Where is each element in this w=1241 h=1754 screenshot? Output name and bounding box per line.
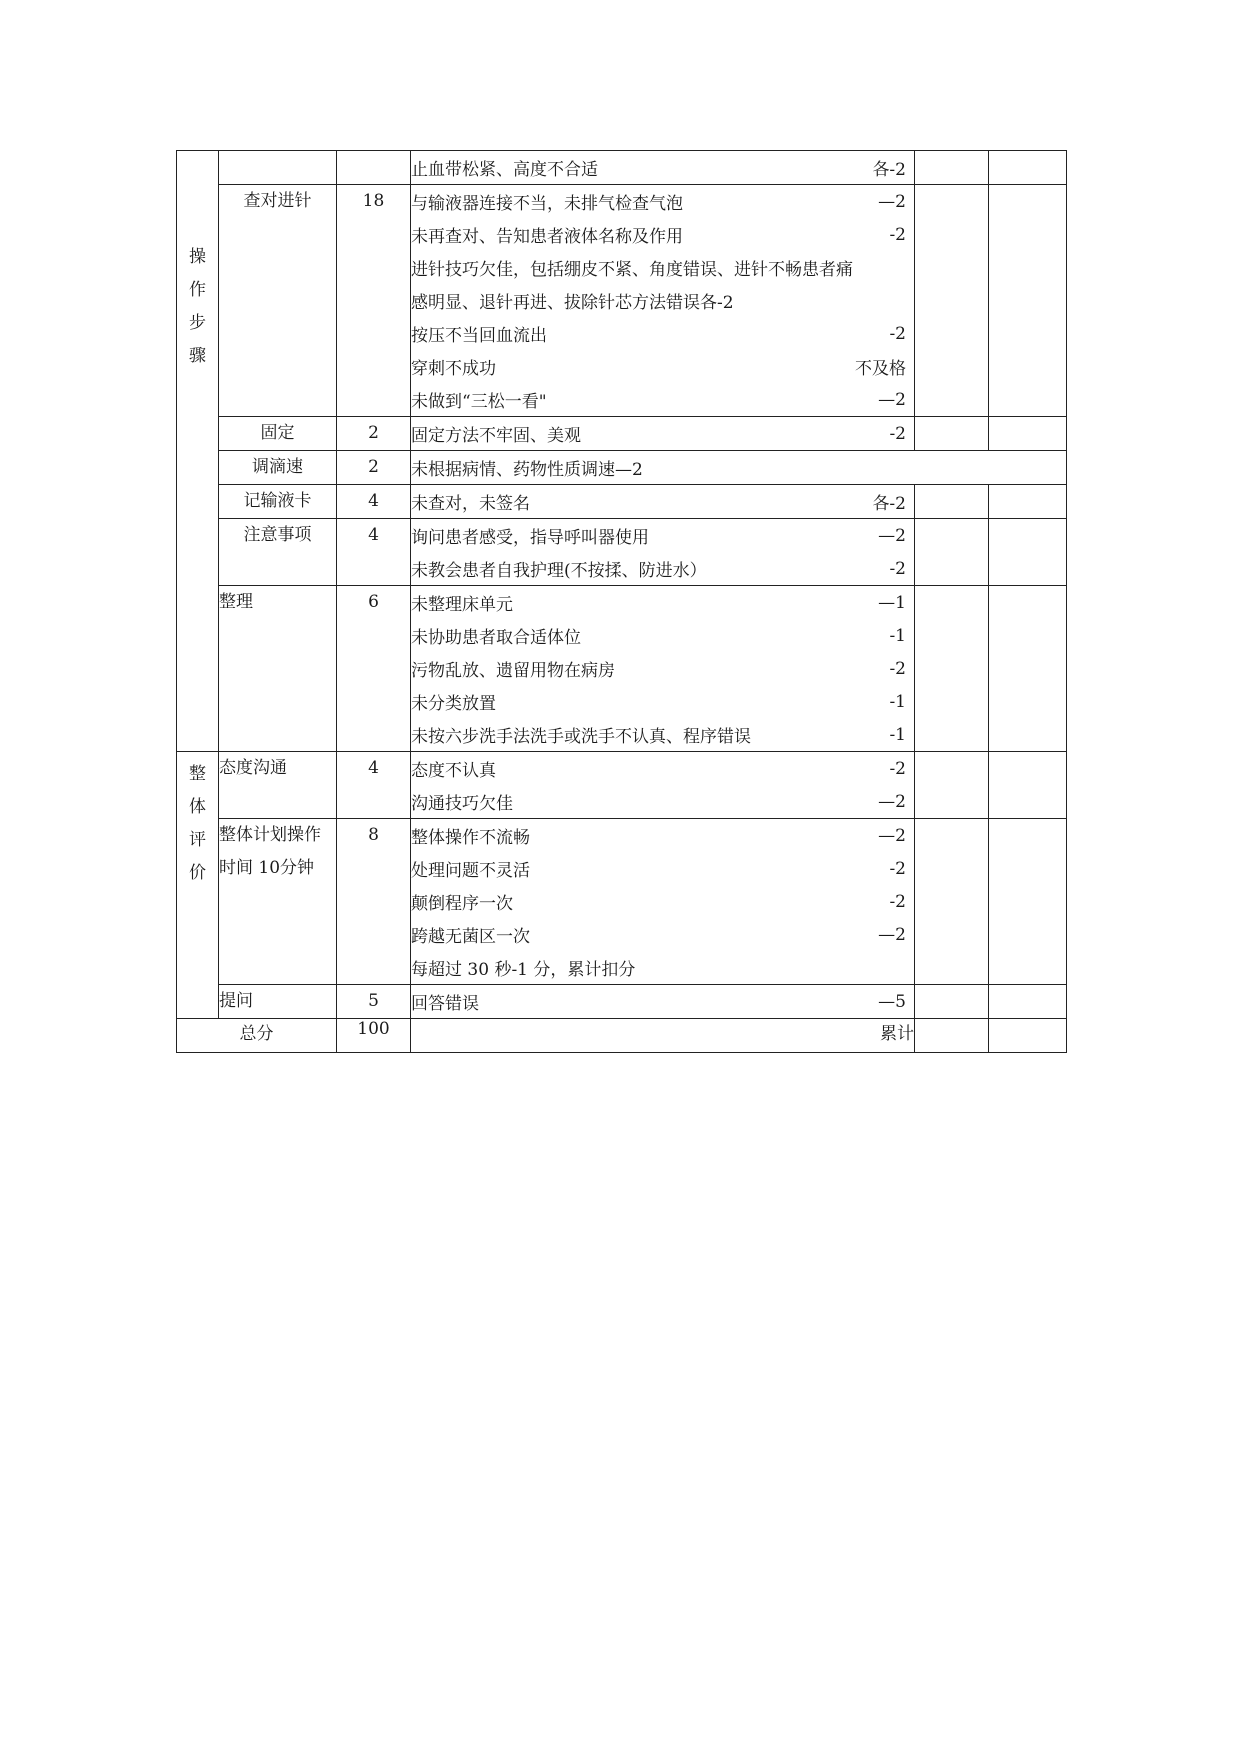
table-row <box>177 519 1067 586</box>
remark-blank <box>989 819 1067 985</box>
criteria-line <box>411 284 914 317</box>
criteria-line <box>411 519 914 552</box>
deduction: -1 <box>889 625 906 646</box>
remark-blank <box>989 586 1067 752</box>
criteria-cell <box>411 485 915 519</box>
remark-blank <box>989 417 1067 451</box>
criteria-line <box>411 885 914 918</box>
remark-blank <box>989 485 1067 519</box>
remark-blank <box>989 519 1067 586</box>
criteria-line <box>411 417 914 450</box>
deduction: —2 <box>878 389 906 410</box>
criteria-text: 未按六步洗手法洗手或洗手不认真、程序错误 <box>411 727 751 747</box>
item-cell: 整理 <box>219 586 337 752</box>
criteria-line <box>411 752 914 785</box>
criteria-text: 按压不当回血流出 <box>411 326 547 346</box>
criteria-text: 每超过 30 秒-1 分，累计扣分 <box>411 960 636 980</box>
table-row <box>177 819 1067 985</box>
item-cell: 整体计划操作时间 10分钟 <box>219 819 337 985</box>
deduction: -2 <box>889 558 906 579</box>
score-cell: 2 <box>337 417 411 451</box>
criteria-line <box>411 350 914 383</box>
criteria-line <box>411 852 914 885</box>
criteria-line <box>411 718 914 751</box>
score-cell: 6 <box>337 586 411 752</box>
criteria-text: 未分类放置 <box>411 694 496 714</box>
criteria-text: 沟通技巧欠佳 <box>411 794 513 814</box>
deduction: —2 <box>878 791 906 812</box>
deduction: -1 <box>889 691 906 712</box>
scoring-sheet <box>176 150 1066 1053</box>
deduction: -2 <box>889 323 906 344</box>
section-cell-evaluation <box>177 752 219 1019</box>
deduction: -2 <box>889 891 906 912</box>
criteria-text: 污物乱放、遗留用物在病房 <box>411 661 615 681</box>
criteria-text: 未做到“三松一看" <box>411 392 547 412</box>
deduction: -2 <box>889 658 906 679</box>
deduction: —2 <box>878 525 906 546</box>
criteria-cell <box>411 985 915 1019</box>
score-blank <box>915 519 989 586</box>
section-label: 操 作 步 骤 <box>189 247 206 366</box>
criteria-text: 回答错误 <box>411 994 479 1014</box>
criteria-cell <box>411 519 915 586</box>
score-cell: 4 <box>337 485 411 519</box>
criteria-cell <box>411 417 915 451</box>
deduction: 不及格 <box>855 359 906 379</box>
criteria-line <box>411 485 914 518</box>
criteria-line <box>411 985 914 1018</box>
scoring-table <box>176 150 1067 1053</box>
criteria-text: 穿刺不成功 <box>411 359 496 379</box>
criteria-line <box>411 586 914 619</box>
deduction: 各-2 <box>872 494 906 514</box>
score-cell: 18 <box>337 185 411 417</box>
criteria-text: 感明显、退针再进、拔除针芯方法错误各-2 <box>411 293 734 313</box>
item-cell: 提问 <box>219 985 337 1019</box>
criteria-text: 进针技巧欠佳，包括绷皮不紧、角度错误、进针不畅患者痛 <box>411 260 853 280</box>
criteria-text: 未整理床单元 <box>411 595 513 615</box>
table-row <box>177 985 1067 1019</box>
item-cell: 记输液卡 <box>219 485 337 519</box>
deduction: —5 <box>878 991 906 1012</box>
criteria-text: 未协助患者取合适体位 <box>411 628 581 648</box>
remark-blank <box>989 185 1067 417</box>
score-blank <box>915 417 989 451</box>
criteria-text: 未再查对、告知患者液体名称及作用 <box>411 227 683 247</box>
deduction: —2 <box>878 924 906 945</box>
criteria-line <box>411 383 914 416</box>
section-cell-operation <box>177 151 219 752</box>
item-cell: 固定 <box>219 417 337 451</box>
item-cell: 查对进针 <box>219 185 337 417</box>
total-note: 累计 <box>411 1019 915 1053</box>
criteria-line <box>411 785 914 818</box>
table-row <box>177 151 1067 185</box>
table-row <box>177 185 1067 417</box>
total-label: 总分 <box>177 1019 337 1053</box>
criteria-text: 颠倒程序一次 <box>411 894 513 914</box>
deduction: —2 <box>878 191 906 212</box>
deduction: —2 <box>878 825 906 846</box>
score-cell: 5 <box>337 985 411 1019</box>
criteria-line <box>411 951 914 984</box>
criteria-cell <box>411 185 915 417</box>
criteria-line <box>411 451 1066 484</box>
table-row <box>177 485 1067 519</box>
score-blank <box>915 485 989 519</box>
criteria-text: 未查对，未签名 <box>411 494 530 514</box>
score-blank <box>915 819 989 985</box>
criteria-text: 固定方法不牢固、美观 <box>411 426 581 446</box>
remark-blank <box>989 1019 1067 1053</box>
total-row <box>177 1019 1067 1053</box>
score-blank <box>915 151 989 185</box>
criteria-line <box>411 251 914 284</box>
criteria-line <box>411 552 914 585</box>
deduction: -2 <box>889 423 906 444</box>
criteria-line <box>411 619 914 652</box>
deduction: -2 <box>889 224 906 245</box>
criteria-text: 止血带松紧、高度不合适 <box>411 160 598 180</box>
criteria-line <box>411 918 914 951</box>
table-row <box>177 752 1067 819</box>
criteria-line <box>411 652 914 685</box>
criteria-text: 未根据病情、药物性质调速—2 <box>411 460 643 480</box>
table-row <box>177 451 1067 485</box>
criteria-text: 跨越无菌区一次 <box>411 927 530 947</box>
criteria-line <box>411 218 914 251</box>
criteria-text: 态度不认真 <box>411 761 496 781</box>
deduction: -1 <box>889 724 906 745</box>
item-cell: 注意事项 <box>219 519 337 586</box>
item-cell: 调滴速 <box>219 451 337 485</box>
score-cell: 4 <box>337 519 411 586</box>
item-cell <box>219 151 337 185</box>
score-cell: 4 <box>337 752 411 819</box>
score-cell: 2 <box>337 451 411 485</box>
criteria-text: 整体操作不流畅 <box>411 828 530 848</box>
criteria-line <box>411 685 914 718</box>
criteria-text: 未教会患者自我护理(不按揉、防进水） <box>411 561 707 581</box>
criteria-cell <box>411 819 915 985</box>
criteria-cell <box>411 151 915 185</box>
score-blank <box>915 586 989 752</box>
deduction: -2 <box>889 758 906 779</box>
remark-blank <box>989 985 1067 1019</box>
score-blank <box>915 1019 989 1053</box>
remark-blank <box>989 151 1067 185</box>
criteria-line <box>411 317 914 350</box>
criteria-line <box>411 151 914 184</box>
criteria-cell <box>411 451 1067 485</box>
score-cell: 8 <box>337 819 411 985</box>
criteria-line <box>411 185 914 218</box>
item-cell: 态度沟通 <box>219 752 337 819</box>
deduction: -2 <box>889 858 906 879</box>
deduction: —1 <box>878 592 906 613</box>
section-label: 整 体 评 价 <box>189 764 206 883</box>
table-row <box>177 586 1067 752</box>
score-blank <box>915 752 989 819</box>
total-score: 100 <box>337 1019 411 1053</box>
deduction: 各-2 <box>872 160 906 180</box>
criteria-text: 询问患者感受，指导呼叫器使用 <box>411 528 649 548</box>
remark-blank <box>989 752 1067 819</box>
score-cell <box>337 151 411 185</box>
criteria-line <box>411 819 914 852</box>
criteria-text: 与输液器连接不当，未排气检查气泡 <box>411 194 683 214</box>
criteria-text: 处理问题不灵活 <box>411 861 530 881</box>
table-row <box>177 417 1067 451</box>
criteria-cell <box>411 586 915 752</box>
score-blank <box>915 185 989 417</box>
score-blank <box>915 985 989 1019</box>
criteria-cell <box>411 752 915 819</box>
